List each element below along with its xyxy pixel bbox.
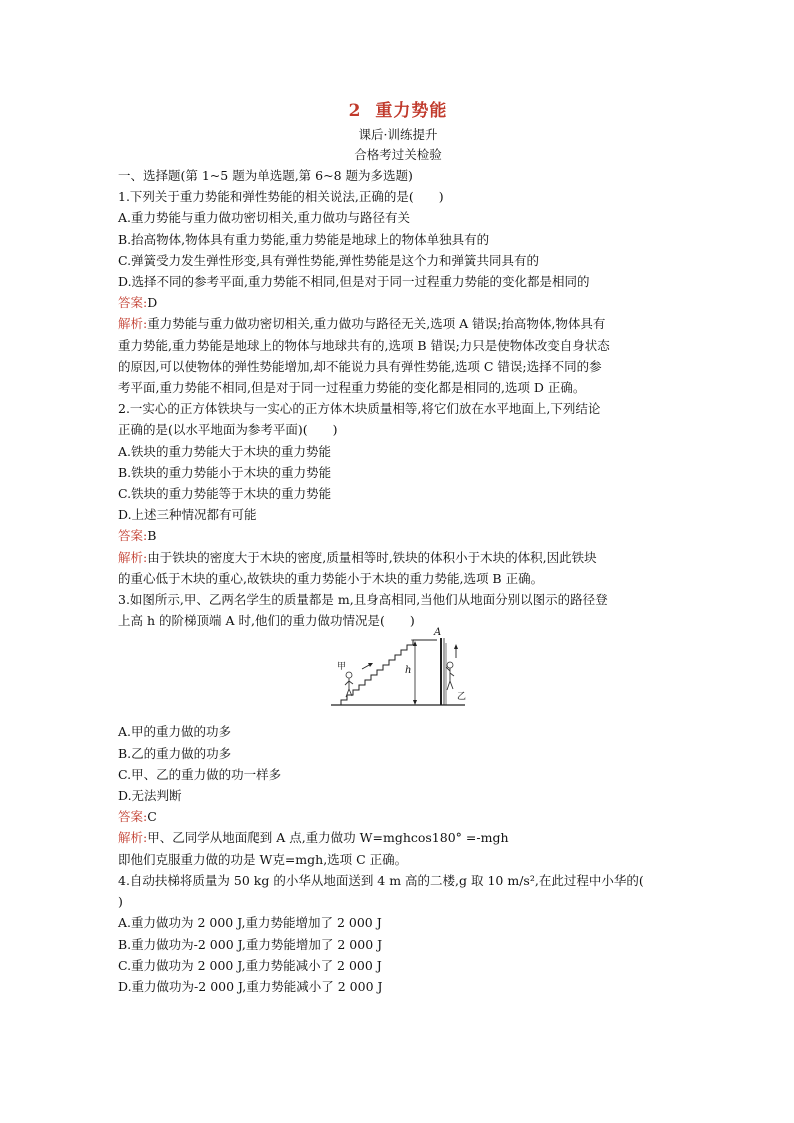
q1-option-a: A.重力势能与重力做功密切相关,重力做功与路径有关 <box>118 210 410 226</box>
q1-analysis-line: 重力势能,重力势能是地球上的物体与地球共有的,选项 B 错误;力只是使物体改变自身状态 <box>118 337 610 353</box>
q3-option-d: D.无法判断 <box>118 788 182 804</box>
q2-answer <box>118 525 678 546</box>
q2-option-d: D.上述三种情况都有可能 <box>118 507 257 523</box>
q1-analysis-line <box>118 313 678 334</box>
q4-stem: ) <box>118 894 123 910</box>
document-page <box>118 96 678 997</box>
q3-analysis-line: 即他们克服重力做的功是 W克=mgh,选项 C 正确。 <box>118 851 408 867</box>
q2-option-c: C.铁块的重力势能等于木块的重力势能 <box>118 486 332 502</box>
q2-analysis-line <box>118 547 678 568</box>
q2-option-b: B.铁块的重力势能小于木块的重力势能 <box>118 464 332 480</box>
q3-stem: 3.如图所示,甲、乙两名学生的质量都是 m,且身高相同,当他们从地面分别以图示的路径登 <box>118 592 608 608</box>
answer-value: B <box>147 528 157 544</box>
answer-value: D <box>147 295 158 311</box>
q4-stem: 4.自动扶梯将质量为 50 kg 的小华从地面送到 4 m 高的二楼,g 取 10 m/s²,在此过程中小华的( <box>118 872 644 888</box>
q3-option-b: B.乙的重力做的功多 <box>118 745 232 761</box>
q1-answer <box>118 292 678 313</box>
q2-analysis-line: 的重心低于木块的重心,故铁块的重力势能小于木块的重力势能,选项 B 正确。 <box>118 570 544 586</box>
section-heading: 一、选择题(第 1~5 题为单选题,第 6~8 题为多选题) <box>118 168 413 183</box>
figure-label-yi: 乙 <box>457 692 467 703</box>
staircase-figure <box>329 627 469 715</box>
q1-option-b: B.抬高物体,物体具有重力势能,重力势能是地球上的物体单独具有的 <box>118 231 490 247</box>
answer-label: 答案: <box>118 295 148 311</box>
answer-label: 答案: <box>118 809 148 825</box>
analysis-text: 由于铁块的密度大于木块的密度,质量相等时,铁块的体积小于木块的体积,因此铁块 <box>147 549 597 565</box>
q1-option-c: C.弹簧受力发生弹性形变,具有弹性势能,弹性势能是这个力和弹簧共同具有的 <box>118 252 540 268</box>
q3-option-a: A.甲的重力做的功多 <box>118 724 232 740</box>
q3-analysis-line <box>118 827 678 848</box>
analysis-text: 甲、乙同学从地面爬到 A 点,重力做功 W=mghcos180° =-mgh <box>147 830 509 846</box>
q4-option-b: B.重力做功为-2 000 J,重力势能增加了 2 000 J <box>118 936 383 952</box>
answer-value: C <box>147 809 157 825</box>
q3-stem: 上高 h 的阶梯顶端 A 时,他们的重力做功情况是( ) <box>118 613 415 629</box>
q4-option-d: D.重力做功为-2 000 J,重力势能减小了 2 000 J <box>118 978 383 994</box>
figure-label-jia: 甲 <box>337 662 347 673</box>
q4-option-c: C.重力做功为 2 000 J,重力势能减小了 2 000 J <box>118 957 382 973</box>
analysis-label: 解析: <box>118 316 148 332</box>
answer-label: 答案: <box>118 528 148 544</box>
figure-label-h: h <box>405 665 412 677</box>
title-text: 重力势能 <box>375 101 448 121</box>
q2-stem: 正确的是(以水平地面为参考平面)( ) <box>118 422 338 438</box>
analysis-label: 解析: <box>118 830 148 846</box>
subtitle-2: 合格考过关检验 <box>354 147 442 162</box>
figure-label-a: A <box>434 627 442 639</box>
page-title <box>118 96 678 121</box>
q1-option-d: D.选择不同的参考平面,重力势能不相同,但是对于同一过程重力势能的变化都是相同的 <box>118 274 590 290</box>
q4-option-a: A.重力做功为 2 000 J,重力势能增加了 2 000 J <box>118 915 382 931</box>
q1-analysis-line: 考平面,重力势能不相同,但是对于同一过程重力势能的变化都是相同的,选项 D 正确。 <box>118 380 586 396</box>
staircase-diagram <box>329 635 469 715</box>
q3-option-c: C.甲、乙的重力做的功一样多 <box>118 766 282 782</box>
analysis-label: 解析: <box>118 549 148 565</box>
q1-analysis-line: 的原因,可以使物体的弹性势能增加,却不能说力具有弹性势能,选项 C 错误;选择不同的参 <box>118 358 602 374</box>
q3-answer <box>118 806 678 827</box>
q1-stem: 1.下列关于重力势能和弹性势能的相关说法,正确的是( ) <box>118 189 444 205</box>
analysis-text: 重力势能与重力做功密切相关,重力做功与路径无关,选项 A 错误;抬高物体,物体具有 <box>147 316 606 332</box>
q2-option-a: A.铁块的重力势能大于木块的重力势能 <box>118 443 332 459</box>
q2-stem: 2.一实心的正方体铁块与一实心的正方体木块质量相等,将它们放在水平地面上,下列结论 <box>118 401 601 417</box>
title-number: 2 <box>348 101 362 121</box>
subtitle-1: 课后·训练提升 <box>358 127 438 142</box>
